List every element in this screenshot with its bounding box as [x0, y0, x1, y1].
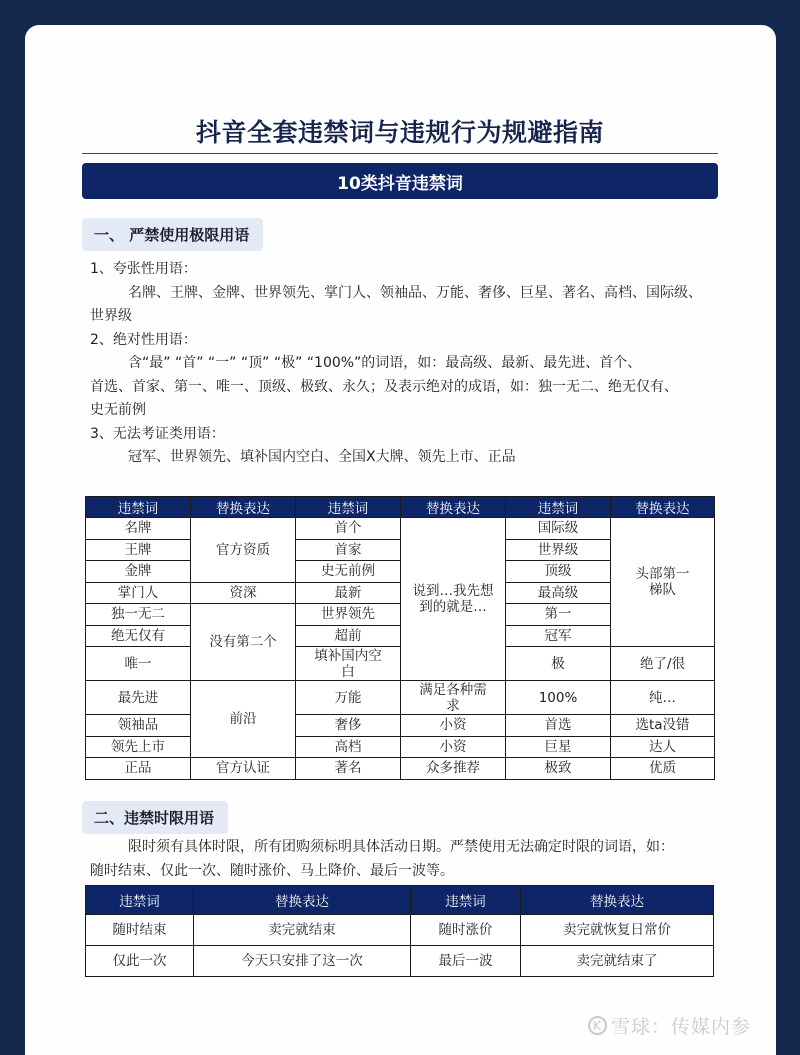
header-cell: 违禁词: [296, 497, 401, 518]
table-cell: 世界级: [506, 539, 611, 561]
table-cell: 王牌: [86, 539, 191, 561]
table-cell: 高档: [296, 736, 401, 758]
table-cell: 卖完就结束了: [521, 946, 714, 977]
table-row: [86, 715, 715, 737]
table-cell: 优质: [611, 758, 715, 780]
table-cell: 说到…我先想到的就是…: [401, 518, 506, 681]
section2-body: 限时须有具体时限，所有团购须标明具体活动日期。严禁使用无法确定时限的词语，如：: [128, 839, 674, 855]
table-cell: 卖完就恢复日常价: [521, 915, 714, 946]
table-cell: 头部第一梯队: [611, 518, 715, 647]
watermark-text: 雪球：传媒内参: [611, 1016, 752, 1038]
table-cell: 最新: [296, 582, 401, 604]
table-cell: 第一: [506, 604, 611, 626]
xueqiu-logo-icon: K: [588, 1016, 607, 1035]
table-cell: 绝无仅有: [86, 625, 191, 647]
header-cell: 替换表达: [611, 497, 715, 518]
table-row: [86, 518, 715, 540]
title-divider: [82, 153, 718, 154]
header-cell: 违禁词: [86, 886, 194, 915]
item-label: 2、绝对性用语：: [90, 331, 197, 348]
table-cell: 达人: [611, 736, 715, 758]
table-cell: 资深: [191, 582, 296, 604]
table-row: [86, 758, 715, 780]
table-cell: 今天只安排了这一次: [194, 946, 411, 977]
table-cell: 仅此一次: [86, 946, 194, 977]
table-cell: 首选: [506, 715, 611, 737]
table-cell: 独一无二: [86, 604, 191, 626]
table-cell: 极: [506, 647, 611, 681]
header-cell: 替换表达: [194, 886, 411, 915]
table-cell: 史无前例: [296, 561, 401, 583]
table-row: [86, 647, 715, 681]
table-cell: 国际级: [506, 518, 611, 540]
table-cell: 小资: [401, 715, 506, 737]
header-cell: 替换表达: [521, 886, 714, 915]
table-cell: 万能: [296, 681, 401, 715]
table-cell: 卖完就结束: [194, 915, 411, 946]
table-cell: 顶级: [506, 561, 611, 583]
table-cell: 绝了/很: [611, 647, 715, 681]
table-cell: 最先进: [86, 681, 191, 715]
item-body: 名牌、王牌、金牌、世界领先、掌门人、领袖品、万能、奢侈、巨星、著名、高档、国际级、: [128, 284, 702, 301]
category-banner: 10类抖音违禁词: [82, 163, 718, 199]
table-cell: 随时涨价: [411, 915, 521, 946]
table-cell: 前沿: [191, 681, 296, 758]
table-row: [86, 915, 714, 946]
table-cell: 最后一波: [411, 946, 521, 977]
header-cell: 违禁词: [86, 497, 191, 518]
table-cell: 随时结束: [86, 915, 194, 946]
table-cell: 掌门人: [86, 582, 191, 604]
table-cell: 选ta没错: [611, 715, 715, 737]
item-label: 1、夸张性用语：: [90, 261, 197, 277]
header-cell: 违禁词: [506, 497, 611, 518]
table-cell: 巨星: [506, 736, 611, 758]
table-cell: 官方认证: [191, 758, 296, 780]
watermark: [588, 1012, 751, 1039]
table-cell: 奢侈: [296, 715, 401, 737]
table-cell: 纯…: [611, 681, 715, 715]
header-cell: 违禁词: [411, 886, 521, 915]
table-cell: 满足各种需求: [401, 681, 506, 715]
table-cell: 领先上市: [86, 736, 191, 758]
table-cell: 最高级: [506, 582, 611, 604]
table-cell: 唯一: [86, 647, 191, 681]
header-cell: 替换表达: [191, 497, 296, 518]
item-body-cont: 首选、首家、第一、唯一、顶级、极致、永久；及表示绝对的成语，如：独一无二、绝无仅有、: [90, 378, 678, 395]
table-cell: 金牌: [86, 561, 191, 583]
item-body: 含“最” “首” “一” “顶” “极” “100%”的词语，如：最高级、最新、最先进、首个、: [128, 355, 642, 371]
table-row: [86, 736, 715, 758]
table-cell: 超前: [296, 625, 401, 647]
table-cell: 填补国内空白: [296, 647, 401, 681]
section2-body-cont: 随时结束、仅此一次、随时涨价、马上降价、最后一波等。: [90, 862, 454, 879]
section2-text: [90, 836, 730, 883]
table-cell: 小资: [401, 736, 506, 758]
item-body-cont: 史无前例: [90, 402, 146, 418]
table-cell: 100%: [506, 681, 611, 715]
table-cell: 没有第二个: [191, 604, 296, 681]
table-cell: 著名: [296, 758, 401, 780]
section-heading-time-limit-terms: 二、违禁时限用语: [82, 801, 228, 834]
time-limit-terms-table: [85, 885, 714, 977]
item-body-cont: 世界级: [90, 308, 132, 324]
header-cell: 替换表达: [401, 497, 506, 518]
table-row: [86, 946, 714, 977]
table-cell: 极致: [506, 758, 611, 780]
table-cell: 名牌: [86, 518, 191, 540]
table-cell: 冠军: [506, 625, 611, 647]
table-header-row: [86, 497, 715, 518]
table-header-row: [86, 886, 714, 915]
table-cell: 领袖品: [86, 715, 191, 737]
table-cell: 首家: [296, 539, 401, 561]
table-cell: 众多推荐: [401, 758, 506, 780]
section1-text: [90, 258, 730, 470]
table-cell: 世界领先: [296, 604, 401, 626]
table-cell: 官方资质: [191, 518, 296, 583]
page-title: 抖音全套违禁词与违规行为规避指南: [195, 118, 604, 147]
item-body: 冠军、世界领先、填补国内空白、全国X大牌、领先上市、正品: [128, 449, 516, 465]
section-heading-extreme-terms: 一、 严禁使用极限用语: [82, 218, 263, 251]
item-label: 3、无法考证类用语：: [90, 425, 225, 442]
table-cell: 首个: [296, 518, 401, 540]
table-cell: 正品: [86, 758, 191, 780]
table-row: [86, 681, 715, 715]
extreme-terms-table: [85, 496, 715, 780]
